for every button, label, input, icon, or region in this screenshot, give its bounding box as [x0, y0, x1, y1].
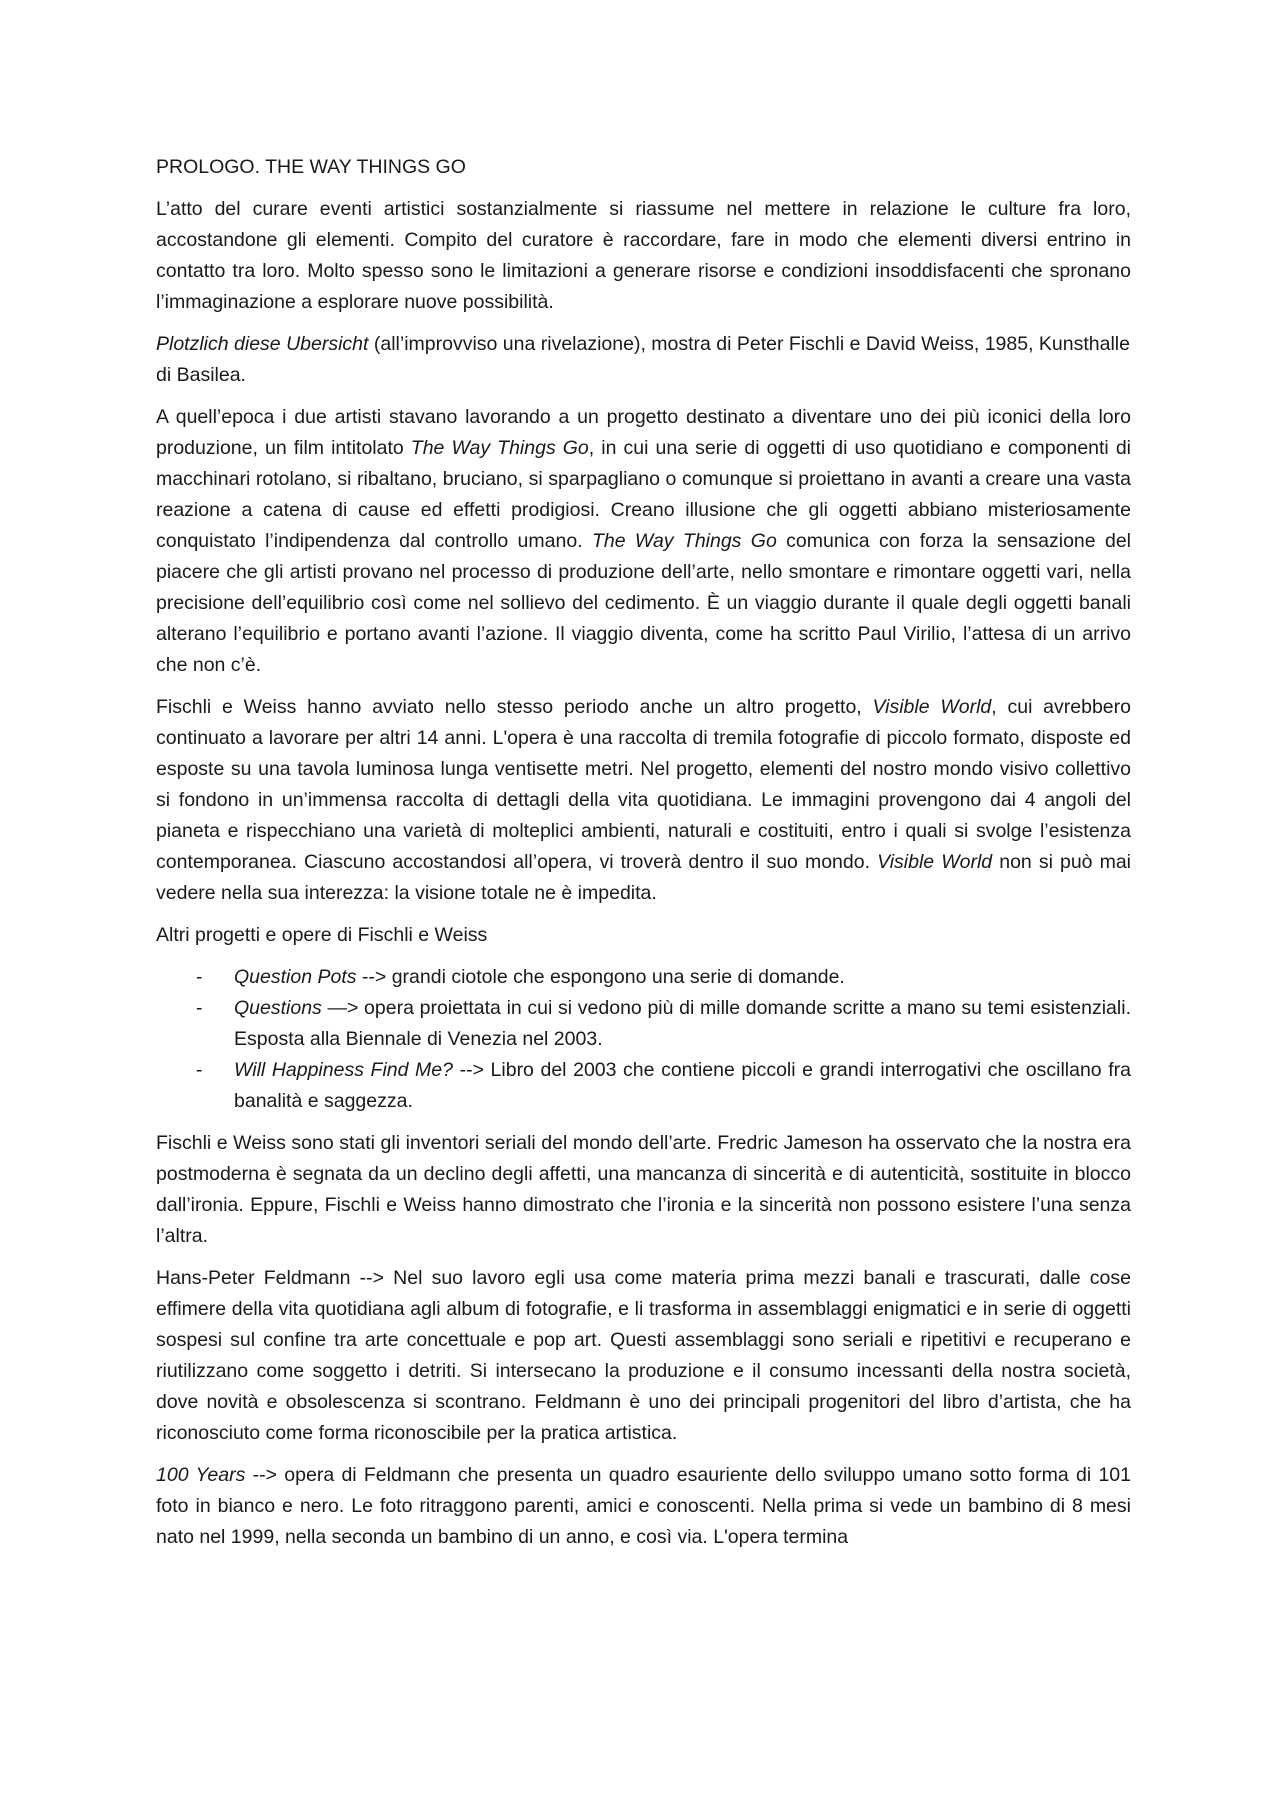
work-description: --> opera di Feldmann che presenta un quadro esauriente dello sviluppo umano sotto forma di 101 foto in bianco e nero. Le foto ritraggono parenti, amici e conoscenti. Nella prima si vede un bambino di 8 mesi nato nel 1999, nella seconda un bambino di un anno, e così via. L'opera termina [156, 1464, 1132, 1548]
paragraph-way-things-go [156, 402, 1131, 681]
work-title: Visible World [877, 851, 993, 873]
list-item [156, 962, 1131, 993]
document-page [156, 152, 1131, 1564]
paragraph-curating: L’atto del curare eventi artistici sostanzialmente si riassume nel mettere in relazione le culture fra loro, accostandone gli elementi. Compito del curatore è raccordare, fare in modo che elementi diversi entrino in contatto tra loro. Molto spesso sono le limitazioni a generare risorse e condizioni insoddisfacenti che spronano l’immaginazione a esplorare nuove possibilità. [156, 198, 1131, 313]
work-title: Question Pots [234, 966, 357, 988]
work-title: The Way Things Go [591, 530, 777, 552]
paragraph-visible-world [156, 692, 1131, 909]
list-item [156, 993, 1131, 1055]
work-title: Will Happiness Find Me? [234, 1059, 453, 1081]
document-title: PROLOGO. THE WAY THINGS GO [156, 156, 466, 178]
text-run: Fischli e Weiss hanno avviato nello stesso periodo anche un altro progetto, [156, 696, 873, 718]
text-run: , cui avrebbero continuato a lavorare per altri 14 anni. L'opera è una raccolta di tremila fotografie di piccolo formato, disposte ed esposte su una tavola luminosa lunga ventisette metri. Nel progetto, elementi del nostro mondo visivo collettivo si fondono in un’immensa raccolta di dettagli della vita quotidiana. Le immagini provengono dai 4 angoli del pianeta e rispecchiano una varietà di molteplici ambienti, naturali e costituiti, entro i quali si svolge l’esistenza contemporanea. Ciascuno accostandosi all’opera, vi troverà dentro il suo mondo. [156, 696, 1131, 873]
text-run: non si può mai vedere nella sua interezza: la visione totale ne è impedita. [156, 851, 1132, 904]
work-description: —> opera proiettata in cui si vedono più di mille domande scritte a mano su temi esistenziali. Esposta alla Biennale di Venezia nel 2003. [234, 997, 1131, 1050]
works-list [156, 962, 1131, 1117]
list-dash: - [196, 1059, 203, 1081]
paragraph-feldmann: Hans-Peter Feldmann --> Nel suo lavoro egli usa come materia prima mezzi banali e trascurati, dalle cose effimere della vita quotidiana agli album di fotografie, e li trasforma in assemblaggi enigmatici e in serie di oggetti sospesi sul confine tra arte concettuale e pop art. Questi assemblaggi sono seriali e ripetitivi e recuperano e riutilizzano come soggetto i detriti. Si intersecano la produzione e il consumo incessanti della nostra società, dove novità e obsolescenza si scontrano. Feldmann è uno dei principali progenitori del libro d’artista, che ha riconosciuto come forma riconoscibile per la pratica artistica. [156, 1267, 1131, 1444]
exhibition-title: Plotzlich diese Ubersicht [156, 333, 369, 355]
paragraph-100-years [156, 1460, 1131, 1553]
list-dash: - [196, 997, 203, 1019]
work-description: --> Libro del 2003 che contiene piccoli e grandi interrogativi che oscillano fra banalità e saggezza. [234, 1059, 1131, 1112]
list-dash: - [196, 966, 203, 988]
work-title: 100 Years [156, 1464, 246, 1486]
work-title: The Way Things Go [410, 437, 589, 459]
work-description: --> grandi ciotole che espongono una serie di domande. [356, 966, 845, 988]
work-title: Questions [234, 997, 322, 1019]
exhibition-details: (all’improvviso una rivelazione), mostra di Peter Fischli e David Weiss, 1985, Kunsthalle di Basilea. [156, 333, 1130, 386]
paragraph-exhibition [156, 329, 1131, 391]
text-run: comunica con forza la sensazione del piacere che gli artisti provano nel processo di produzione dell’arte, nello smontare e rimontare oggetti vari, nella precisione dell’equilibrio così come nel sollievo del cedimento. È un viaggio durante il quale degli oggetti banali alterano l’equilibrio e portano avanti l’azione. Il viaggio diventa, come ha scritto Paul Virilio, l’attesa di un arrivo che non c’è. [156, 530, 1132, 676]
work-title: Visible World [872, 696, 992, 718]
text-run: A quell’epoca i due artisti stavano lavorando a un progetto destinato a diventare uno dei più iconici della loro produzione, un film intitolato [156, 406, 1131, 459]
list-item [156, 1055, 1131, 1117]
list-heading: Altri progetti e opere di Fischli e Weiss [156, 924, 488, 946]
paragraph-irony: Fischli e Weiss sono stati gli inventori seriali del mondo dell’arte. Fredric Jameson ha osservato che la nostra era postmoderna è segnata da un declino degli affetti, una mancanza di sincerità e di autenticità, sostituite in blocco dall’ironia. Eppure, Fischli e Weiss hanno dimostrato che l’ironia e la sincerità non possono esistere l’una senza l’altra. [156, 1132, 1131, 1247]
text-run: , in cui una serie di oggetti di uso quotidiano e componenti di macchinari rotolano, si ribaltano, bruciano, si sparpagliano o comunque si proiettano in avanti a creare una vasta reazione a catena di cause ed effetti prodigiosi. Creano illusione che gli oggetti abbiano misteriosamente conquistato l’indipendenza dal controllo umano. [156, 437, 1131, 552]
